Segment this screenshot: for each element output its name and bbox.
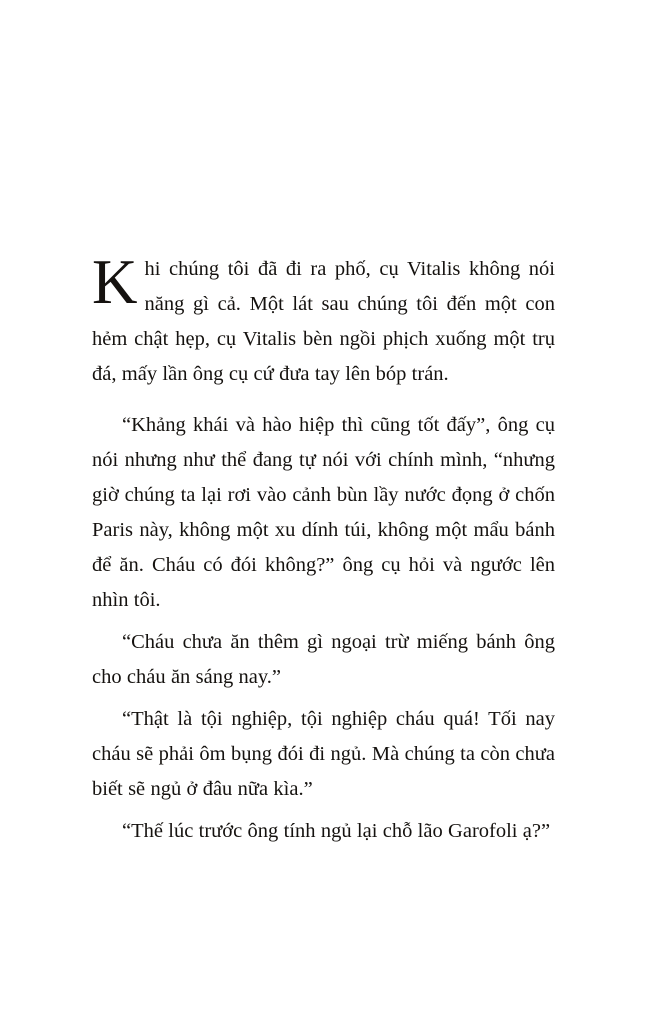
paragraph-4: “Thật là tội nghiệp, tội nghiệp cháu quá! Tối nay cháu sẽ phải ôm bụng đói đi ngủ. Mà chúng ta còn chưa biết sẽ ngủ ở đâu nữa kìa.” xyxy=(92,708,555,800)
drop-cap: K xyxy=(92,247,138,317)
page-text-body xyxy=(92,247,555,856)
paragraph-2: “Khảng khái và hào hiệp thì cũng tốt đấy”, ông cụ nói nhưng như thể đang tự nói với chính mình, “nhưng giờ chúng ta lại rơi vào cảnh bùn lầy nước đọng ở chốn Paris này, không một xu dính túi, không một mẩu bánh để ăn. Cháu có đói không?” ông cụ hỏi và ngước lên nhìn tôi. xyxy=(92,414,555,611)
paragraph-3: “Cháu chưa ăn thêm gì ngoại trừ miếng bánh ông cho cháu ăn sáng nay.” xyxy=(92,631,555,688)
paragraph-5: “Thế lúc trước ông tính ngủ lại chỗ lão Garofoli ạ?” xyxy=(122,820,551,842)
paragraph-1 xyxy=(92,247,555,392)
paragraph-1-text: hi chúng tôi đã đi ra phố, cụ Vitalis không nói năng gì cả. Một lát sau chúng tôi đến một con hẻm chật hẹp, cụ Vitalis bèn ngồi phịch xuống một trụ đá, mấy lần ông cụ cứ đưa tay lên bóp trán. xyxy=(92,258,555,385)
